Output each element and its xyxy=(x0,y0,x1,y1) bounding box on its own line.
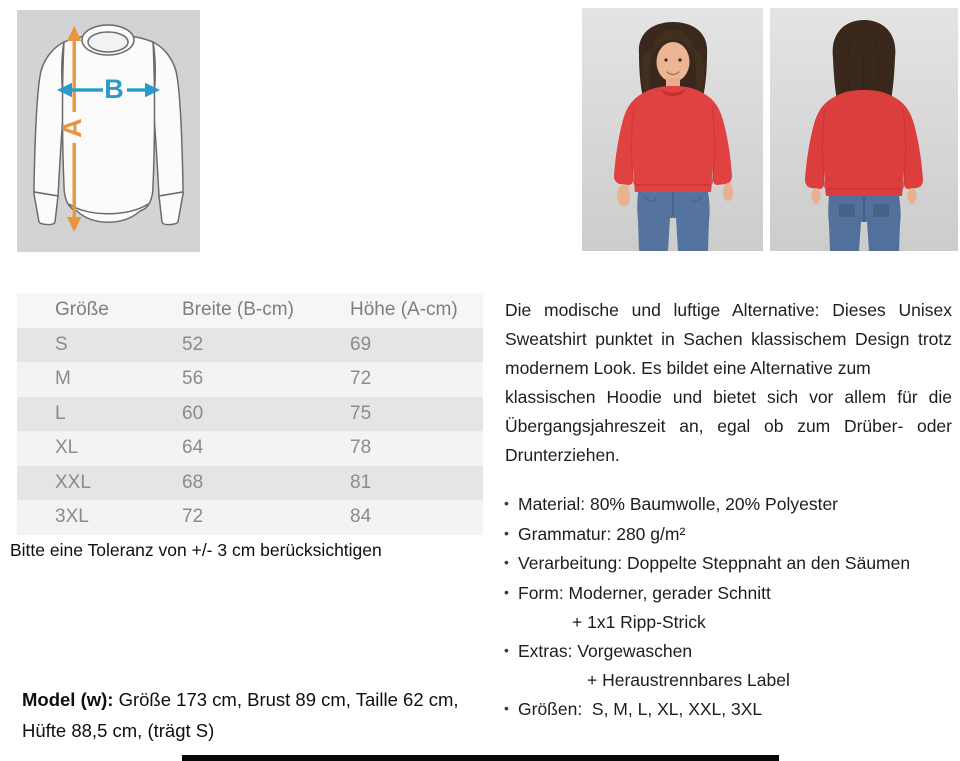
bullet-dot xyxy=(504,695,518,725)
product-details-list xyxy=(504,490,960,724)
bullet-dot xyxy=(504,549,518,579)
breite-cell: 64 xyxy=(182,437,204,459)
table-row xyxy=(17,362,483,397)
size-diagram xyxy=(17,10,200,252)
breite-cell: 68 xyxy=(182,471,204,493)
list-item-extras: •Extras: Vorgewaschen xyxy=(504,637,960,667)
breite-cell: 56 xyxy=(182,368,204,390)
hoehe-cell: 69 xyxy=(350,333,372,355)
size-cell: XXL xyxy=(55,471,91,493)
table-row xyxy=(17,431,483,466)
size-cell: S xyxy=(55,333,68,355)
model-measurements xyxy=(22,684,482,746)
description-paragraph-1: Die modische und luftige Alternative: Dieses Unisex Sweatshirt punktet in Sachen klassischem Design trotz modernem Look. Es bildet eine Alternative zum xyxy=(505,300,952,378)
description-paragraph-2: klassischen Hoodie und bietet sich vor allem für die Übergangsjahreszeit an, egal ob zum Drüber- oder Drunterziehen. xyxy=(505,387,952,465)
model-back-photo xyxy=(770,8,958,251)
size-cell: XL xyxy=(55,437,79,459)
model-label: Model (w): xyxy=(22,689,114,710)
breite-cell: 60 xyxy=(182,402,204,424)
hoehe-cell: 84 xyxy=(350,506,372,528)
bottom-bar xyxy=(182,755,779,761)
sweatshirt-outline-drawing xyxy=(17,10,200,252)
hoehe-cell: 75 xyxy=(350,402,372,424)
model-text: Größe 173 cm, Brust 89 cm, Taille 62 cm, Hüfte 88,5 cm, (trägt S) xyxy=(22,689,459,741)
list-item-ripp-strick: + 1x1 Ripp-Strick xyxy=(572,612,706,632)
col-header-breite: Breite (B-cm) xyxy=(182,299,294,321)
bullet-dot xyxy=(504,579,518,609)
col-header-groesse: Größe xyxy=(55,299,109,321)
hoehe-cell: 78 xyxy=(350,437,372,459)
table-row xyxy=(17,397,483,432)
size-cell: M xyxy=(55,368,71,390)
hoehe-cell: 81 xyxy=(350,471,372,493)
table-row xyxy=(17,466,483,501)
breite-cell: 72 xyxy=(182,506,204,528)
label-a: A xyxy=(57,118,88,138)
hoehe-cell: 72 xyxy=(350,368,372,390)
list-item-verarbeitung: •Verarbeitung: Doppelte Steppnaht an den Säumen xyxy=(504,549,960,579)
size-cell: L xyxy=(55,402,66,424)
breite-cell: 52 xyxy=(182,333,204,355)
tolerance-note: Bitte eine Toleranz von +/- 3 cm berücksichtigen xyxy=(10,540,382,560)
table-row xyxy=(17,328,483,363)
table-row xyxy=(17,500,483,535)
col-header-hoehe: Höhe (A-cm) xyxy=(350,299,458,321)
table-header-row xyxy=(17,293,483,328)
list-item-groessen: •Größen: S, M, L, XL, XXL, 3XL xyxy=(504,695,960,725)
bullet-dot xyxy=(504,490,518,520)
list-item-grammatur: •Grammatur: 280 g/m² xyxy=(504,520,960,550)
list-item-material: •Material: 80% Baumwolle, 20% Polyester xyxy=(504,490,960,520)
size-cell: 3XL xyxy=(55,506,89,528)
list-item-form: •Form: Moderner, gerader Schnitt xyxy=(504,579,960,609)
label-b: B xyxy=(104,74,124,105)
bullet-dot xyxy=(504,637,518,667)
size-table xyxy=(17,293,483,535)
model-front-photo xyxy=(582,8,763,251)
product-description xyxy=(505,296,952,470)
bullet-dot xyxy=(504,520,518,550)
list-item-label: + Heraustrennbares Label xyxy=(587,670,790,690)
